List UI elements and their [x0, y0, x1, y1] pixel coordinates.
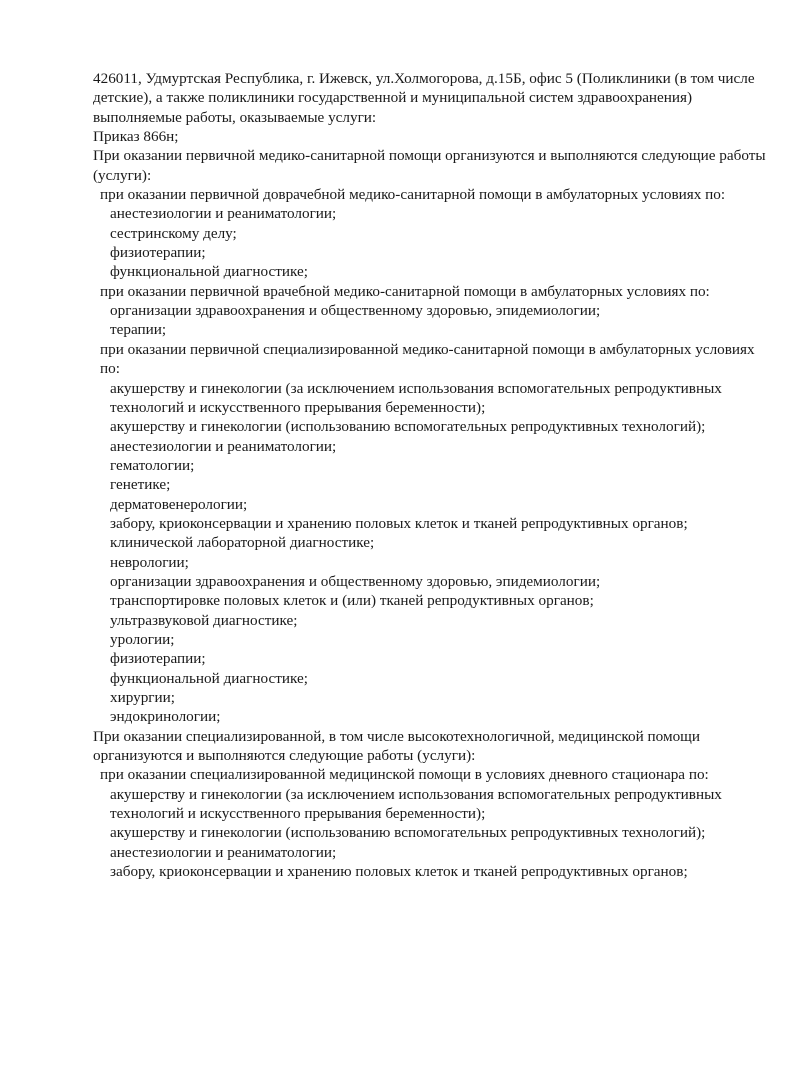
list-item: анестезиологии и реаниматологии; — [110, 437, 337, 455]
primary-care-intro: При оказании первичной медико-санитарной помощи организуются и выполняются следующие работы (услуги): — [93, 147, 770, 184]
list-item: дерматовенерологии; — [110, 495, 248, 513]
list-item: клинической лабораторной диагностике; — [110, 534, 375, 552]
list-item: анестезиологии и реаниматологии; — [110, 843, 337, 861]
list-item: акушерству и гинекологии (использованию вспомогательных репродуктивных технологий); — [110, 824, 706, 842]
works-heading: выполняемые работы, оказываемые услуги: — [93, 108, 377, 126]
document-body — [93, 69, 773, 881]
hightech-intro: При оказании специализированной, в том числе высокотехнологичной, медицинской помощи организуются и выполняются следующие работы (услуги): — [93, 727, 704, 765]
list-item: ультразвуковой диагностике; — [110, 611, 298, 629]
list-item: терапии; — [110, 321, 167, 339]
list-item: акушерству и гинекологии (за исключением использования вспомогательных репродуктивных технологий и искусственного прерывания беременности); — [110, 379, 726, 416]
list-item: организации здравоохранения и общественному здоровью, эпидемиологии; — [110, 572, 601, 590]
list-item: сестринскому делу; — [110, 224, 237, 242]
list-item: забору, криоконсервации и хранению половых клеток и тканей репродуктивных органов; — [110, 514, 688, 532]
list-item: акушерству и гинекологии (использованию вспомогательных репродуктивных технологий); — [110, 418, 706, 436]
specialized-outpatient-heading: при оказании первичной специализированной медико-санитарной помощи в амбулаторных условиях по: — [100, 340, 759, 378]
list-item: эндокринологии; — [110, 708, 221, 726]
list-item: физиотерапии; — [110, 650, 206, 668]
list-item: организации здравоохранения и общественному здоровью, эпидемиологии; — [110, 302, 601, 320]
clinic-address: 426011, Удмуртская Республика, г. Ижевск, ул.Холмогорова, д.15Б, офис 5 (Поликлиники (в том числе детские), а также поликлиники государственной и муниципальной систем здравоохранения) — [93, 70, 759, 107]
list-item: акушерству и гинекологии (за исключением использования вспомогательных репродуктивных технологий и искусственного прерывания беременности); — [110, 785, 726, 823]
list-item: физиотерапии; — [110, 244, 206, 262]
physician-heading: при оказании первичной врачебной медико-санитарной помощи в амбулаторных условиях по: — [100, 282, 710, 300]
order-reference: Приказ 866н; — [93, 128, 179, 146]
list-item: гематологии; — [110, 456, 195, 474]
list-item: неврологии; — [110, 553, 189, 571]
list-item: хирургии; — [110, 689, 176, 706]
list-item: забору, криоконсервации и хранению половых клеток и тканей репродуктивных органов; — [110, 863, 688, 881]
day-hospital-heading: при оказании специализированной медицинской помощи в условиях дневного стационара по: — [100, 766, 709, 784]
list-item: анестезиологии и реаниматологии; — [110, 205, 337, 223]
list-item: функциональной диагностике; — [110, 263, 308, 281]
list-item: урологии; — [110, 630, 175, 648]
list-item: генетике; — [110, 476, 171, 494]
list-item: функциональной диагностике; — [110, 669, 308, 687]
list-item: транспортировке половых клеток и (или) тканей репродуктивных органов; — [110, 592, 594, 610]
premedical-heading: при оказании первичной доврачебной медико-санитарной помощи в амбулаторных условиях по: — [100, 186, 726, 204]
